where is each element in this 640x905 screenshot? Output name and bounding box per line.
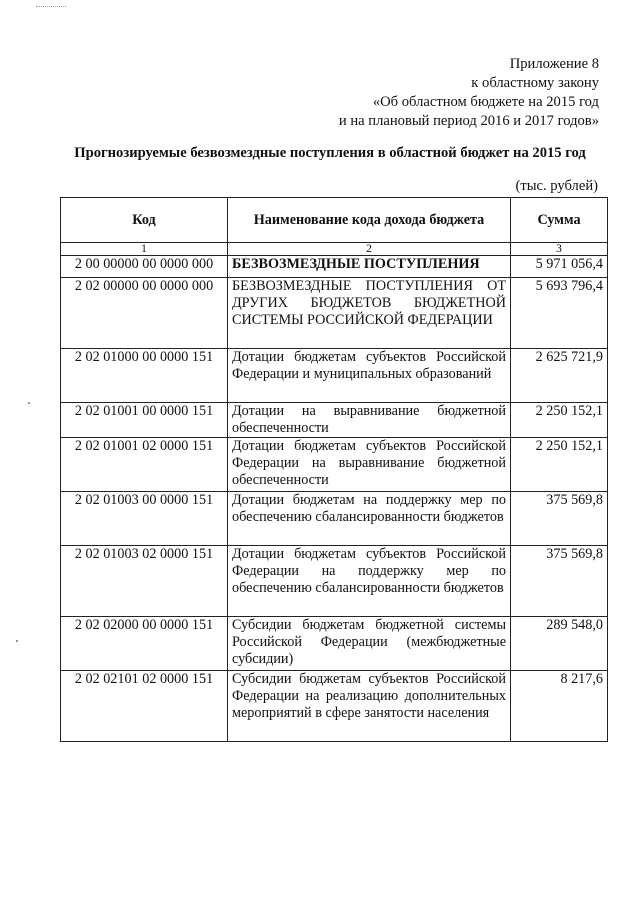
row-amount: 2 250 152,1 bbox=[511, 403, 608, 438]
table-row bbox=[61, 256, 608, 278]
annex-line-2: к областному закону bbox=[471, 75, 599, 91]
row-amount: 5 971 056,4 bbox=[511, 256, 608, 278]
column-number-row bbox=[61, 243, 608, 256]
row-amount: 375 569,8 bbox=[511, 546, 608, 617]
row-name: Дотации бюджетам субъектов Российской Федерации на выравнивание бюджетной обеспеченности bbox=[228, 438, 511, 492]
table-row bbox=[61, 403, 608, 438]
row-name: Субсидии бюджетам бюджетной системы Российской Федерации (межбюджетные субсидии) bbox=[228, 617, 511, 671]
scan-artifact bbox=[28, 402, 30, 404]
column-number: 3 bbox=[511, 243, 608, 256]
table-row bbox=[61, 492, 608, 546]
row-amount: 289 548,0 bbox=[511, 617, 608, 671]
scan-artifact bbox=[16, 640, 18, 642]
row-amount: 375 569,8 bbox=[511, 492, 608, 546]
annex-header bbox=[339, 55, 599, 131]
scan-artifact bbox=[36, 6, 66, 7]
table-row bbox=[61, 671, 608, 742]
units-label: (тыс. рублей) bbox=[515, 178, 598, 194]
row-code: 2 02 01003 00 0000 151 bbox=[61, 492, 228, 546]
annex-line-4: и на плановый период 2016 и 2017 годов» bbox=[338, 113, 599, 129]
row-name: Дотации бюджетам субъектов Российской Федерации на поддержку мер по обеспечению сбалансированности бюджетов bbox=[228, 546, 511, 617]
table-row bbox=[61, 278, 608, 349]
revenue-table bbox=[60, 197, 608, 742]
row-code: 2 02 02000 00 0000 151 bbox=[61, 617, 228, 671]
column-number: 2 bbox=[228, 243, 511, 256]
header-amount: Сумма bbox=[511, 198, 608, 243]
row-amount: 8 217,6 bbox=[511, 671, 608, 742]
row-code: 2 02 01001 00 0000 151 bbox=[61, 403, 228, 438]
row-name: Дотации на выравнивание бюджетной обеспеченности bbox=[228, 403, 511, 438]
header-code: Код bbox=[61, 198, 228, 243]
table-row bbox=[61, 546, 608, 617]
row-code: 2 02 02101 02 0000 151 bbox=[61, 671, 228, 742]
row-code: 2 02 01001 02 0000 151 bbox=[61, 438, 228, 492]
table-row bbox=[61, 617, 608, 671]
row-amount: 5 693 796,4 bbox=[511, 278, 608, 349]
row-name: Дотации бюджетам субъектов Российской Федерации и муниципальных образований bbox=[228, 349, 511, 403]
document-title: Прогнозируемые безвозмездные поступления в областной бюджет на 2015 год bbox=[74, 145, 586, 161]
table-row bbox=[61, 349, 608, 403]
row-code: 2 00 00000 00 0000 000 bbox=[61, 256, 228, 278]
annex-line-3: «Об областном бюджете на 2015 год bbox=[372, 94, 599, 110]
row-code: 2 02 01000 00 0000 151 bbox=[61, 349, 228, 403]
row-name: БЕЗВОЗМЕЗДНЫЕ ПОСТУПЛЕНИЯ ОТ ДРУГИХ БЮДЖЕТОВ БЮДЖЕТНОЙ СИСТЕМЫ РОССИЙСКОЙ ФЕДЕРАЦИИ bbox=[228, 278, 511, 349]
annex-line-1: Приложение 8 bbox=[509, 56, 599, 72]
column-number: 1 bbox=[61, 243, 228, 256]
row-amount: 2 625 721,9 bbox=[511, 349, 608, 403]
header-name: Наименование кода дохода бюджета bbox=[228, 198, 511, 243]
table-header-row bbox=[61, 198, 608, 243]
row-name: БЕЗВОЗМЕЗДНЫЕ ПОСТУПЛЕНИЯ bbox=[228, 256, 511, 278]
table-row bbox=[61, 438, 608, 492]
row-name: Субсидии бюджетам субъектов Российской Федерации на реализацию дополнительных мероприятий в сфере занятости населения bbox=[228, 671, 511, 742]
row-name: Дотации бюджетам на поддержку мер по обеспечению сбалансированности бюджетов bbox=[228, 492, 511, 546]
row-amount: 2 250 152,1 bbox=[511, 438, 608, 492]
row-code: 2 02 00000 00 0000 000 bbox=[61, 278, 228, 349]
row-code: 2 02 01003 02 0000 151 bbox=[61, 546, 228, 617]
